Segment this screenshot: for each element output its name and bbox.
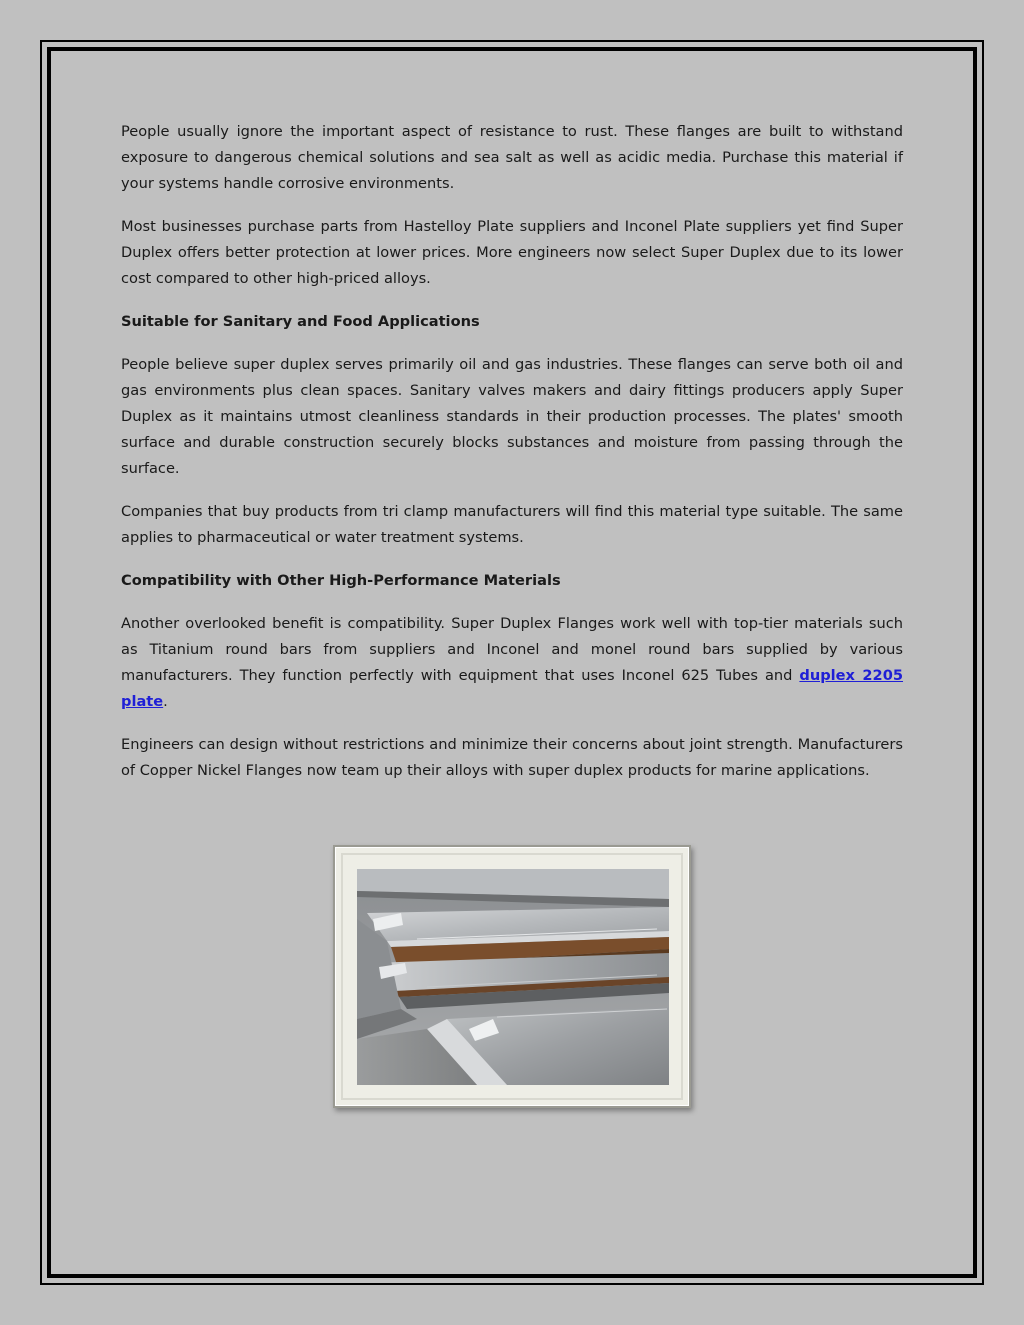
photo-frame — [333, 845, 691, 1108]
heading-compatibility: Compatibility with Other High-Performance Materials — [121, 572, 561, 589]
paragraph-sanitary-uses: People believe super duplex serves primarily oil and gas industries. These flanges can serve both oil and gas environments plus clean spaces. Sanitary valves makers and dairy fittings producers apply Super Duplex as it maintains utmost cleanliness standards in their production processes. The plates' smooth surface and durable construction securely blocks substances and moisture from passing through the surface. — [121, 356, 903, 477]
stainless-steel-plates-photo — [357, 869, 669, 1085]
paragraph-rust-resistance: People usually ignore the important aspect of resistance to rust. These flanges are built to withstand exposure to dangerous chemical solutions and sea salt as well as acidic media. Purchase this material if your systems handle corrosive environments. — [121, 123, 903, 192]
paragraph-compatibility-end: . — [163, 693, 168, 710]
paragraph-supplier-comparison: Most businesses purchase parts from Hastelloy Plate suppliers and Inconel Plate suppliers yet find Super Duplex offers better protection at lower prices. More engineers now select Super Duplex due to its lower cost compared to other high-priced alloys. — [121, 218, 903, 287]
paragraph-tri-clamp: Companies that buy products from tri clamp manufacturers will find this material type suitable. The same applies to pharmaceutical or water treatment systems. — [121, 503, 903, 546]
paragraph-compatibility — [121, 611, 903, 715]
document-body — [121, 119, 903, 801]
heading-sanitary-food: Suitable for Sanitary and Food Applications — [121, 313, 480, 330]
paragraph-compatibility-text: Another overlooked benefit is compatibility. Super Duplex Flanges work well with top-tier materials such as Titanium round bars from suppliers and Inconel and monel round bars supplied by various manufacturers. They function perfectly with equipment that uses Inconel 625 Tubes and — [121, 615, 903, 684]
paragraph-engineers: Engineers can design without restrictions and minimize their concerns about joint strength. Manufacturers of Copper Nickel Flanges now team up their alloys with super duplex products for marine applications. — [121, 736, 903, 779]
duplex-2205-plate-link[interactable]: duplex 2205 plate — [121, 667, 904, 710]
